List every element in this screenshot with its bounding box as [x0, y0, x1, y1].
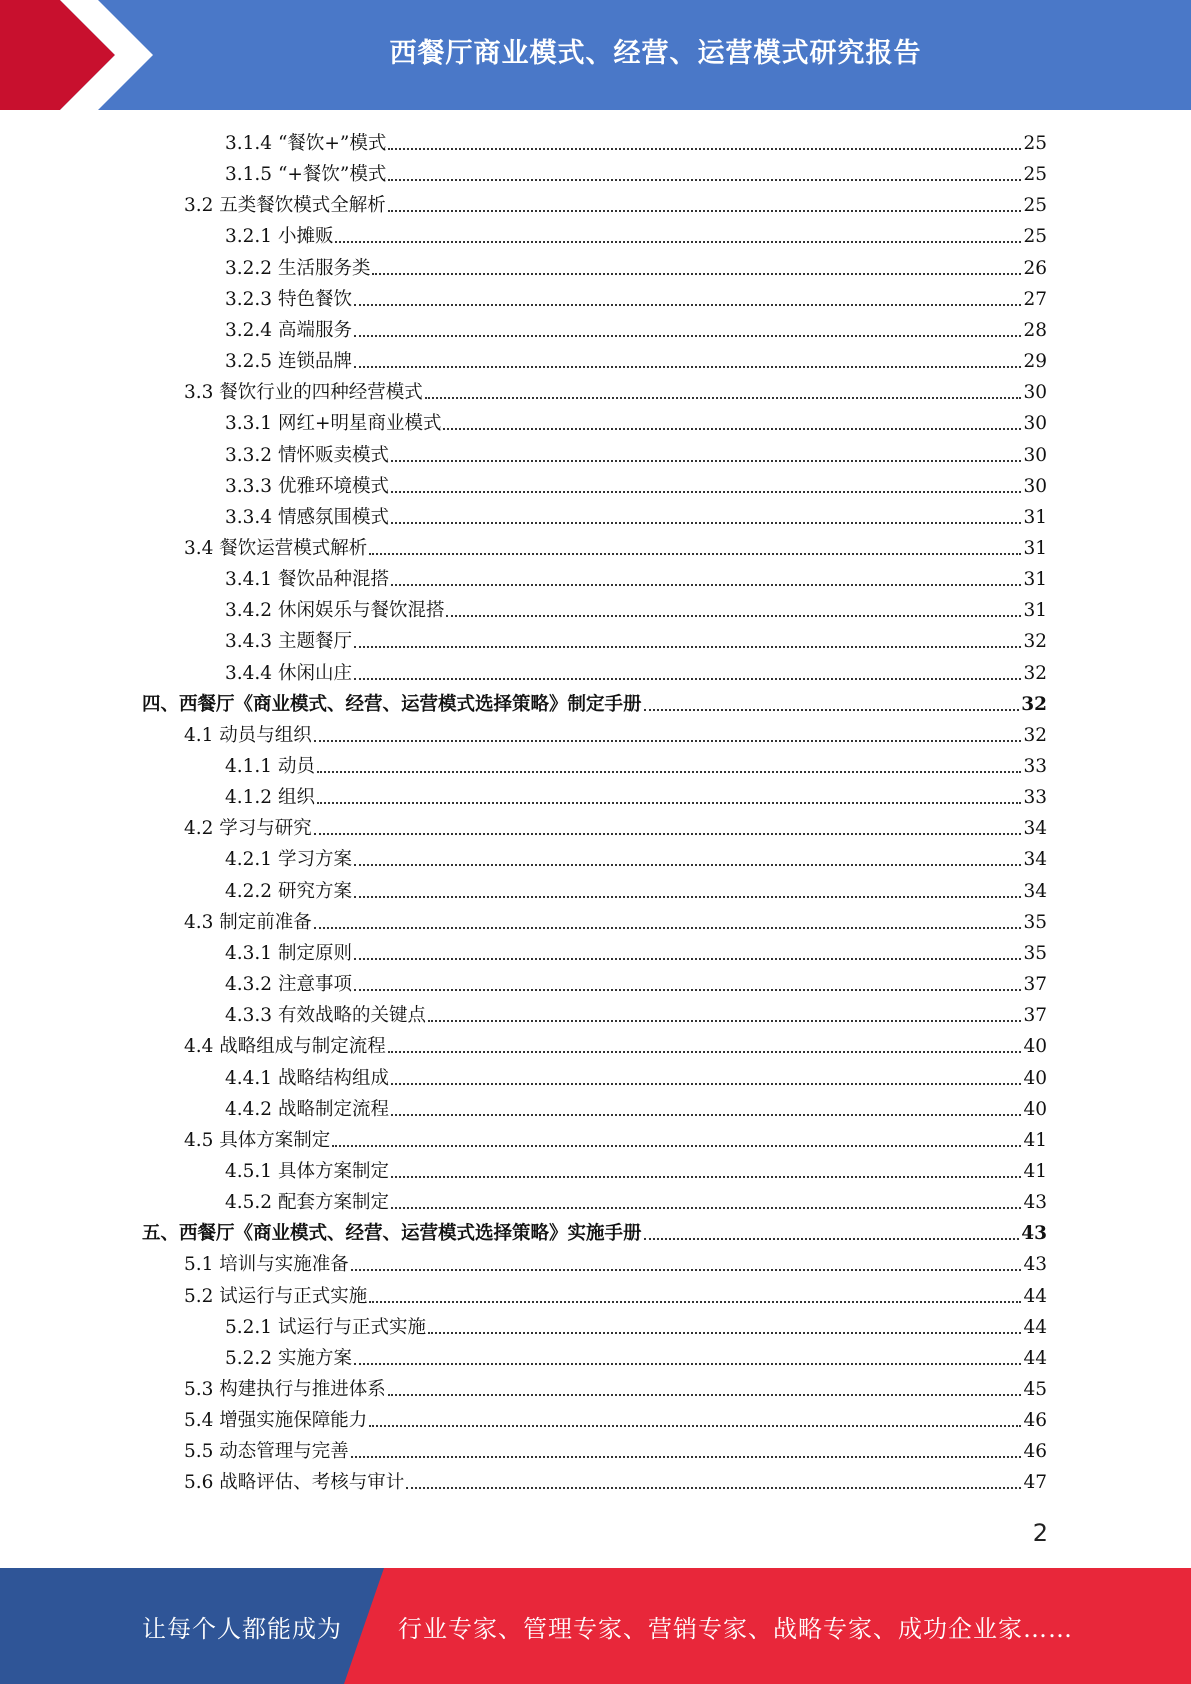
toc-entry-title: 4.3 制定前准备 [184, 911, 312, 933]
page-header [0, 0, 1191, 110]
toc-entry-title: 5.1 培训与实施准备 [184, 1254, 349, 1276]
toc-entry-page-number: 32 [1023, 724, 1047, 746]
toc-entry-title: 4.2.2 研究方案 [225, 880, 352, 902]
toc-entry-title: 3.2.1 小摊贩 [225, 226, 334, 248]
toc-dot-leader [391, 460, 1021, 462]
toc-entry-page-number: 45 [1023, 1379, 1047, 1400]
toc-entry-title: 5.2.1 试运行与正式实施 [225, 1316, 426, 1338]
toc-entry[interactable] [225, 626, 1047, 657]
toc-dot-leader [391, 584, 1021, 586]
toc-entry-title: 3.2.4 高端服务 [225, 319, 352, 341]
toc-entry[interactable] [225, 844, 1047, 875]
toc-entry[interactable] [225, 658, 1047, 689]
toc-entry[interactable] [184, 377, 1047, 408]
toc-dot-leader [317, 802, 1022, 804]
toc-entry-page-number: 31 [1023, 537, 1047, 559]
toc-entry-title: 5.5 动态管理与完善 [184, 1441, 349, 1463]
toc-entry[interactable] [225, 408, 1047, 439]
toc-entry[interactable] [184, 1281, 1047, 1312]
toc-entry-title: 3.3.1 网红+明星商业模式 [225, 413, 442, 435]
toc-entry-title: 3.2.2 生活服务类 [225, 257, 371, 279]
toc-entry-page-number: 40 [1023, 1067, 1047, 1089]
toc-entry-page-number: 41 [1023, 1129, 1047, 1151]
toc-dot-leader [391, 1207, 1021, 1209]
toc-entry[interactable] [225, 751, 1047, 782]
toc-entry-page-number: 32 [1023, 662, 1047, 684]
toc-entry-page-number: 34 [1023, 818, 1047, 840]
toc-entry-page-number: 25 [1023, 133, 1047, 154]
toc-dot-leader [332, 1145, 1021, 1147]
toc-entry-page-number: 32 [1023, 631, 1047, 653]
toc-entry-title: 四、西餐厅《商业模式、经营、运营模式选择策略》制定手册 [142, 693, 642, 715]
toc-entry[interactable] [225, 315, 1047, 346]
toc-dot-leader [314, 833, 1022, 835]
toc-entry-page-number: 30 [1023, 413, 1047, 435]
toc-entry-page-number: 43 [1023, 1254, 1047, 1276]
toc-dot-leader [372, 273, 1021, 275]
toc-entry-page-number: 31 [1023, 569, 1047, 591]
toc-entry-title: 5.2 试运行与正式实施 [184, 1285, 368, 1307]
toc-entry-page-number: 34 [1023, 849, 1047, 871]
toc-entry-page-number: 43 [1021, 1223, 1047, 1245]
toc-dot-leader [391, 491, 1021, 493]
footer-slogan-left: 让每个人都能成为 [142, 1614, 342, 1643]
toc-entry-title: 3.1.4 “餐饮+”模式 [225, 133, 387, 154]
toc-dot-leader [428, 1332, 1021, 1334]
toc-entry[interactable] [225, 1312, 1047, 1343]
toc-dot-leader [406, 1487, 1021, 1489]
toc-dot-leader [388, 1394, 1022, 1396]
toc-entry-title: 4.1.1 动员 [225, 756, 315, 777]
toc-entry-title: 4.4 战略组成与制定流程 [184, 1036, 386, 1058]
toc-entry-page-number: 34 [1023, 880, 1047, 902]
toc-dot-leader [388, 179, 1021, 181]
toc-entry-page-number: 27 [1023, 288, 1047, 310]
toc-entry-page-number: 31 [1023, 600, 1047, 622]
toc-entry-title: 4.2.1 学习方案 [225, 849, 352, 871]
toc-entry-title: 3.3 餐饮行业的四种经营模式 [184, 382, 423, 404]
toc-dot-leader [388, 1051, 1022, 1053]
toc-entry-page-number: 37 [1023, 974, 1047, 996]
toc-entry-title: 3.4.3 主题餐厅 [225, 631, 352, 653]
toc-entry-title: 4.3.2 注意事项 [225, 974, 352, 996]
toc-entry-page-number: 25 [1023, 164, 1047, 186]
page-number: 2 [1032, 1519, 1048, 1547]
toc-entry-title: 3.4.4 休闲山庄 [225, 662, 352, 684]
toc-entry[interactable] [225, 502, 1047, 533]
toc-entry[interactable] [225, 938, 1047, 969]
toc-entry-page-number: 35 [1023, 942, 1047, 964]
toc-entry[interactable] [225, 1187, 1047, 1218]
toc-dot-leader [354, 989, 1022, 991]
toc-entry[interactable] [184, 1436, 1047, 1467]
toc-entry-page-number: 40 [1023, 1036, 1047, 1058]
toc-entry[interactable] [225, 1000, 1047, 1031]
toc-entry-title: 3.1.5 “+餐饮”模式 [225, 164, 387, 186]
toc-entry-page-number: 40 [1023, 1098, 1047, 1120]
toc-entry[interactable] [225, 440, 1047, 471]
toc-entry-title: 3.4 餐饮运营模式解析 [184, 537, 368, 559]
document-title: 西餐厅商业模式、经营、运营模式研究报告 [389, 37, 922, 69]
toc-entry[interactable] [184, 1249, 1047, 1280]
toc-entry[interactable] [225, 1343, 1047, 1374]
toc-entry-page-number: 46 [1023, 1441, 1047, 1463]
toc-dot-leader [354, 304, 1022, 306]
toc-entry-title: 3.2.3 特色餐饮 [225, 288, 352, 310]
toc-dot-leader [354, 864, 1022, 866]
toc-entry[interactable] [225, 1063, 1047, 1094]
toc-entry-page-number: 44 [1023, 1285, 1047, 1307]
toc-entry-title: 4.3.1 制定原则 [225, 942, 352, 964]
toc-dot-leader [354, 958, 1022, 960]
toc-entry[interactable] [184, 190, 1047, 221]
toc-entry-title: 4.2 学习与研究 [184, 818, 312, 840]
toc-dot-leader [335, 241, 1021, 243]
toc-dot-leader [354, 335, 1022, 337]
toc-entry[interactable] [184, 1374, 1047, 1405]
toc-entry-page-number: 30 [1023, 444, 1047, 466]
toc-dot-leader [354, 366, 1022, 368]
toc-entry-title: 4.1.2 组织 [225, 787, 315, 809]
toc-entry[interactable] [225, 159, 1047, 190]
toc-entry[interactable] [184, 533, 1047, 564]
toc-entry[interactable] [225, 595, 1047, 626]
toc-dot-leader [644, 1238, 1020, 1240]
toc-entry[interactable] [142, 1218, 1047, 1249]
toc-entry[interactable] [225, 782, 1047, 813]
toc-entry-title: 4.3.3 有效战略的关键点 [225, 1005, 426, 1027]
toc-entry[interactable] [142, 689, 1047, 720]
toc-entry-title: 4.4.2 战略制定流程 [225, 1098, 389, 1120]
toc-entry-page-number: 44 [1023, 1347, 1047, 1369]
toc-dot-leader [391, 1114, 1021, 1116]
toc-entry-page-number: 33 [1023, 787, 1047, 809]
toc-dot-leader [351, 1456, 1022, 1458]
toc-dot-leader [354, 646, 1022, 648]
toc-entry-title: 4.4.1 战略结构组成 [225, 1067, 389, 1089]
toc-entry-page-number: 25 [1023, 195, 1047, 217]
toc-entry[interactable] [225, 1094, 1047, 1125]
toc-entry-title: 4.5 具体方案制定 [184, 1129, 331, 1151]
toc-entry-title: 3.3.4 情感氛围模式 [225, 506, 389, 528]
toc-entry[interactable] [225, 128, 1047, 159]
toc-entry-page-number: 41 [1023, 1160, 1047, 1182]
toc-dot-leader [388, 148, 1021, 150]
toc-entry[interactable] [184, 720, 1047, 751]
toc-dot-leader [354, 678, 1022, 680]
toc-entry-title: 4.5.2 配套方案制定 [225, 1192, 389, 1214]
toc-entry[interactable] [225, 221, 1047, 252]
footer-slogan-right: 行业专家、管理专家、营销专家、战略专家、成功企业家…… [398, 1614, 1073, 1643]
toc-entry-title: 5.2.2 实施方案 [225, 1347, 352, 1369]
toc-entry-title: 3.3.3 优雅环境模式 [225, 475, 389, 497]
toc-entry-title: 5.3 构建执行与推进体系 [184, 1379, 386, 1400]
toc-dot-leader [369, 553, 1021, 555]
toc-entry[interactable] [225, 346, 1047, 377]
toc-entry-page-number: 30 [1023, 382, 1047, 404]
toc-entry-page-number: 30 [1023, 475, 1047, 497]
toc-entry-page-number: 32 [1021, 693, 1047, 715]
toc-entry-title: 五、西餐厅《商业模式、经营、运营模式选择策略》实施手册 [142, 1223, 642, 1245]
toc-entry-title: 3.2.5 连锁品牌 [225, 351, 352, 373]
page-footer [0, 1568, 1191, 1684]
toc-entry-page-number: 46 [1023, 1410, 1047, 1432]
toc-entry-page-number: 29 [1023, 351, 1047, 373]
toc-dot-leader [428, 1020, 1021, 1022]
toc-dot-leader [314, 927, 1022, 929]
toc-dot-leader [446, 615, 1021, 617]
toc-dot-leader [391, 1083, 1021, 1085]
toc-dot-leader [388, 210, 1022, 212]
toc-entry-title: 4.5.1 具体方案制定 [225, 1160, 389, 1182]
toc-dot-leader [369, 1301, 1021, 1303]
toc-entry[interactable] [225, 969, 1047, 1000]
toc-entry-page-number: 43 [1023, 1192, 1047, 1214]
toc-dot-leader [443, 428, 1021, 430]
toc-entry[interactable] [184, 1125, 1047, 1156]
toc-entry[interactable] [184, 907, 1047, 938]
toc-entry-title: 5.4 增强实施保障能力 [184, 1410, 368, 1432]
toc-entry-title: 5.6 战略评估、考核与审计 [184, 1472, 405, 1494]
toc-entry-page-number: 44 [1023, 1316, 1047, 1338]
toc-entry[interactable] [225, 253, 1047, 284]
toc-dot-leader [425, 397, 1022, 399]
toc-dot-leader [391, 1176, 1021, 1178]
toc-entry[interactable] [184, 1467, 1047, 1498]
toc-entry-title: 3.4.1 餐饮品种混搭 [225, 569, 389, 591]
toc-dot-leader [354, 896, 1022, 898]
toc-entry-title: 3.3.2 情怀贩卖模式 [225, 444, 389, 466]
toc-dot-leader [644, 709, 1020, 711]
toc-dot-leader [351, 1269, 1022, 1271]
toc-entry-page-number: 33 [1023, 756, 1047, 777]
toc-entry[interactable] [184, 813, 1047, 844]
toc-entry[interactable] [225, 1156, 1047, 1187]
toc-entry[interactable] [225, 564, 1047, 595]
toc-entry[interactable] [184, 1405, 1047, 1436]
toc-entry-page-number: 31 [1023, 506, 1047, 528]
toc-entry-title: 3.2 五类餐饮模式全解析 [184, 195, 386, 217]
toc-entry[interactable] [225, 284, 1047, 315]
toc-entry[interactable] [184, 1031, 1047, 1062]
toc-entry[interactable] [225, 876, 1047, 907]
toc-entry-page-number: 26 [1023, 257, 1047, 279]
toc-entry-page-number: 25 [1023, 226, 1047, 248]
toc-dot-leader [369, 1425, 1021, 1427]
toc-entry[interactable] [225, 471, 1047, 502]
toc-dot-leader [317, 771, 1022, 773]
toc-entry-page-number: 28 [1023, 319, 1047, 341]
toc-entry-page-number: 37 [1023, 1005, 1047, 1027]
toc-entry-page-number: 35 [1023, 911, 1047, 933]
toc-dot-leader [314, 740, 1022, 742]
toc-entry-page-number: 47 [1023, 1472, 1047, 1494]
toc-entry-title: 4.1 动员与组织 [184, 724, 312, 746]
toc-dot-leader [391, 522, 1021, 524]
toc-entry-title: 3.4.2 休闲娱乐与餐饮混搭 [225, 600, 445, 622]
toc-dot-leader [354, 1363, 1022, 1365]
